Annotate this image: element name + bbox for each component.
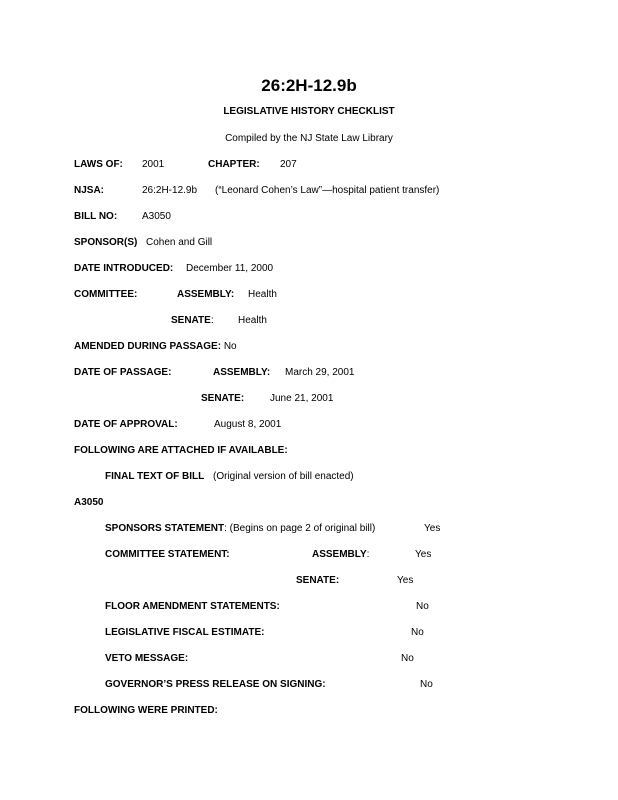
committee-statement-assembly-label: ASSEMBLY xyxy=(312,549,367,560)
passage-senate-value: June 21, 2001 xyxy=(270,393,334,404)
sponsors-statement-value: Yes xyxy=(424,523,441,534)
date-of-passage-label: DATE OF PASSAGE: xyxy=(74,367,172,378)
committee-statement-senate-label: SENATE: xyxy=(296,575,340,586)
bill-section-heading: A3050 xyxy=(74,497,104,508)
njsa-value: 26:2H-12.9b xyxy=(142,185,198,196)
sponsors-value: Cohen and Gill xyxy=(146,237,213,248)
sponsors-statement-label: SPONSORS STATEMENT xyxy=(105,523,225,534)
page-title: 26:2H-12.9b xyxy=(261,76,357,95)
committee-statement-assembly xyxy=(312,549,369,560)
veto-message-label: VETO MESSAGE: xyxy=(105,653,189,664)
committee-assembly-value: Health xyxy=(248,289,277,300)
sponsors-statement-row xyxy=(105,523,375,534)
committee-statement-assembly-value: Yes xyxy=(415,549,432,560)
passage-assembly-value: March 29, 2001 xyxy=(285,367,355,378)
page-subtitle: LEGISLATIVE HISTORY CHECKLIST xyxy=(223,106,395,117)
committee-senate xyxy=(171,315,214,326)
njsa-description: (“Leonard Cohen’s Law”—hospital patient transfer) xyxy=(215,185,440,196)
attached-header: FOLLOWING ARE ATTACHED IF AVAILABLE: xyxy=(74,445,288,456)
fiscal-estimate-label: LEGISLATIVE FISCAL ESTIMATE: xyxy=(105,627,265,638)
date-of-approval-value: August 8, 2001 xyxy=(214,419,282,430)
date-introduced-value: December 11, 2000 xyxy=(186,263,274,274)
passage-senate-label: SENATE: xyxy=(201,393,245,404)
amended-label: AMENDED DURING PASSAGE: xyxy=(74,341,222,352)
printed-header: FOLLOWING WERE PRINTED: xyxy=(74,705,218,716)
final-text-label: FINAL TEXT OF BILL xyxy=(105,471,205,482)
fiscal-estimate-value: No xyxy=(411,627,424,638)
njsa-label: NJSA: xyxy=(74,185,105,196)
laws-of-label: LAWS OF: xyxy=(74,159,123,170)
floor-amendment-value: No xyxy=(416,601,429,612)
chapter-value: 207 xyxy=(280,159,297,170)
committee-statement-label: COMMITTEE STATEMENT: xyxy=(105,549,230,560)
compiled-by-text: Compiled by the NJ State Law Library xyxy=(225,133,393,144)
committee-label: COMMITTEE: xyxy=(74,289,138,300)
bill-no-value: A3050 xyxy=(142,211,171,222)
veto-message-value: No xyxy=(401,653,414,664)
press-release-value: No xyxy=(420,679,433,690)
laws-of-value: 2001 xyxy=(142,159,165,170)
committee-statement-assembly-colon: : xyxy=(366,549,370,560)
committee-senate-value: Health xyxy=(238,315,267,326)
passage-assembly-label: ASSEMBLY: xyxy=(213,367,271,378)
sponsors-label: SPONSOR(S) xyxy=(74,237,138,248)
sponsors-statement-note: : (Begins on page 2 of original bill) xyxy=(224,523,376,534)
amended-value: No xyxy=(223,341,237,352)
chapter-label: CHAPTER: xyxy=(208,159,260,170)
date-introduced-label: DATE INTRODUCED: xyxy=(74,263,174,274)
committee-senate-label: SENATE xyxy=(171,315,211,326)
amended-row xyxy=(74,341,237,352)
bill-no-label: BILL NO: xyxy=(74,211,118,222)
press-release-label: GOVERNOR’S PRESS RELEASE ON SIGNING: xyxy=(105,679,326,690)
date-of-approval-label: DATE OF APPROVAL: xyxy=(74,419,178,430)
committee-statement-senate-value: Yes xyxy=(397,575,414,586)
floor-amendment-label: FLOOR AMENDMENT STATEMENTS: xyxy=(105,601,280,612)
final-text-note: (Original version of bill enacted) xyxy=(213,471,354,482)
committee-assembly-label: ASSEMBLY: xyxy=(177,289,235,300)
committee-senate-colon: : xyxy=(210,315,214,326)
